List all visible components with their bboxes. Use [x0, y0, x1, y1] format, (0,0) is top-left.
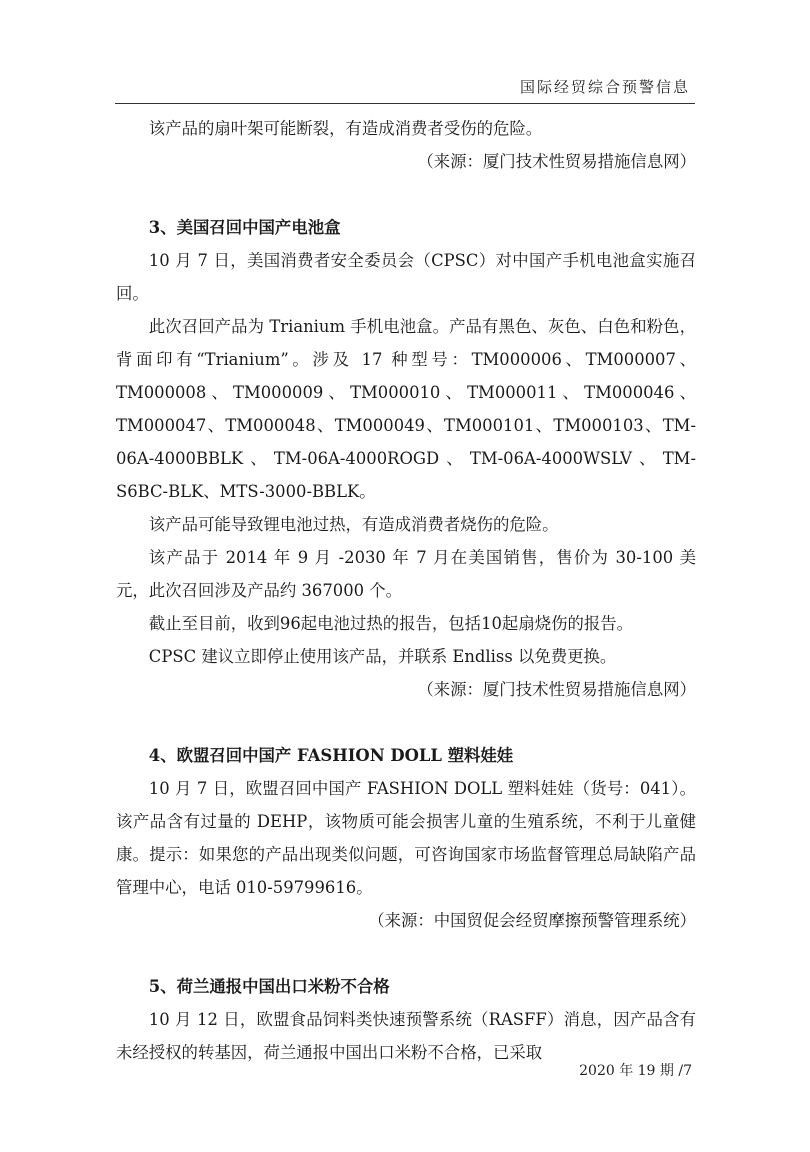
source-note: （来源：厦门技术性贸易措施信息网）: [417, 680, 696, 699]
page-number: 2020 年 19 期 /7: [579, 1063, 692, 1079]
paragraph: 此次召回产品为 Trianium 手机电池盒。产品有黑色、灰色、白色和粉色，背面印有“Trianium”。涉及 17 种型号：TM000006、TM000007、TM000008、TM000009、TM000010、TM000011、TM000046、TM000047、TM000048、TM000049、TM000101、TM000103、TM-06A-4000BBLK、TM-06A-4000ROGD、TM-06A-4000WSLV、TM-S6BC-BLK、MTS-3000-BBLK。: [116, 317, 696, 501]
article-body: [116, 112, 696, 1069]
paragraph: 10 月 12 日，欧盟食品饲料类快速预警系统（RASFF）消息，因产品含有未经授权的转基因，荷兰通报中国出口米粉不合格，已采取: [116, 1010, 696, 1062]
section-heading: 5、荷兰通报中国出口米粉不合格: [148, 977, 390, 996]
paragraph: 该产品的扇叶架可能断裂，有造成消费者受伤的危险。: [148, 119, 543, 138]
header-divider: [115, 103, 695, 104]
paragraph: 该产品可能导致锂电池过热，有造成消费者烧伤的危险。: [148, 515, 559, 534]
paragraph: CPSC 建议立即停止使用该产品，并联系 Endliss 以免费更换。: [148, 647, 617, 666]
source-note: （来源：中国贸促会经贸摩擦预警管理系统）: [368, 911, 696, 930]
paragraph: 10 月 7 日，欧盟召回中国产 FASHION DOLL 塑料娃娃（货号：041）。该产品含有过量的 DEHP，该物质可能会损害儿童的生殖系统，不利于儿童健康。提示：如果您的产品出现类似问题，可咨询国家市场监督管理总局缺陷产品管理中心，电话 010-59799616。: [116, 779, 696, 897]
source-note: （来源：厦门技术性贸易措施信息网）: [417, 152, 696, 171]
paragraph: 该产品于 2014 年 9 月 -2030 年 7 月在美国销售，售价为 30-100 美元，此次召回涉及产品约 367000 个。: [116, 548, 696, 600]
paragraph: 10 月 7 日，美国消费者安全委员会（CPSC）对中国产手机电池盒实施召回。: [116, 251, 696, 303]
running-header-title: 国际经贸综合预警信息: [519, 78, 690, 96]
paragraph: 截止至目前，收到96起电池过热的报告，包括10起扇烧伤的报告。: [148, 614, 634, 633]
section-heading: 4、欧盟召回中国产 FASHION DOLL 塑料娃娃: [148, 746, 514, 765]
section-heading: 3、美国召回中国产电池盒: [148, 218, 341, 237]
